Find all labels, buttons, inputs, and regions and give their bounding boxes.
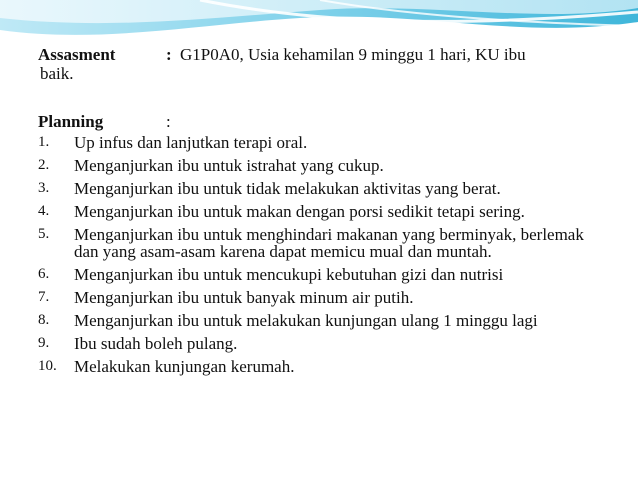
assessment-continuation: baik. (40, 64, 74, 83)
slide-content (30, 44, 620, 376)
list-item-text: Menganjurkan ibu untuk menghindari makanan yang berminyak, berlemak dan yang asam-asam karena dapat memicu mual dan muntah. (74, 225, 584, 261)
list-item (30, 226, 610, 260)
list-item-text: Menganjurkan ibu untuk makan dengan porsi sedikit tetapi sering. (74, 202, 525, 221)
list-item (30, 312, 610, 329)
list-item (30, 157, 610, 174)
planning-colon: : (166, 112, 171, 131)
assessment-colon: : (166, 45, 172, 64)
list-item-number: 7. (38, 289, 50, 305)
assessment-label: Assasment (38, 45, 116, 64)
list-item-text: Menganjurkan ibu untuk banyak minum air putih. (74, 288, 414, 307)
list-item-text: Menganjurkan ibu untuk tidak melakukan aktivitas yang berat. (74, 179, 501, 198)
list-item-number: 2. (38, 157, 50, 173)
list-item (30, 266, 610, 283)
list-item-text: Up infus dan lanjutkan terapi oral. (74, 133, 308, 152)
list-item-number: 10. (38, 358, 57, 374)
list-item-number: 1. (38, 134, 50, 150)
list-item (30, 335, 610, 352)
list-item (30, 358, 610, 375)
list-item-number: 6. (38, 266, 50, 282)
list-item-number: 4. (38, 203, 50, 219)
list-item-number: 5. (38, 226, 50, 242)
list-item-text: Melakukan kunjungan kerumah. (74, 357, 295, 376)
list-item-text: Menganjurkan ibu untuk istrahat yang cukup. (74, 156, 384, 175)
list-item-text: Menganjurkan ibu untuk melakukan kunjungan ulang 1 minggu lagi (74, 311, 538, 330)
list-item-number: 3. (38, 180, 50, 196)
assessment-value: G1P0A0, Usia kehamilan 9 minggu 1 hari, KU ibu (180, 45, 526, 64)
list-item (30, 203, 610, 220)
wave-header-decoration (0, 0, 638, 48)
list-item (30, 289, 610, 306)
list-item (30, 180, 610, 197)
planning-label: Planning (38, 112, 104, 131)
list-item-number: 9. (38, 335, 50, 351)
planning-list (30, 134, 610, 381)
list-item-text: Ibu sudah boleh pulang. (74, 334, 238, 353)
list-item (30, 134, 610, 151)
planning-heading (38, 112, 171, 131)
list-item-number: 8. (38, 312, 50, 328)
list-item-text: Menganjurkan ibu untuk mencukupi kebutuhan gizi dan nutrisi (74, 265, 504, 284)
